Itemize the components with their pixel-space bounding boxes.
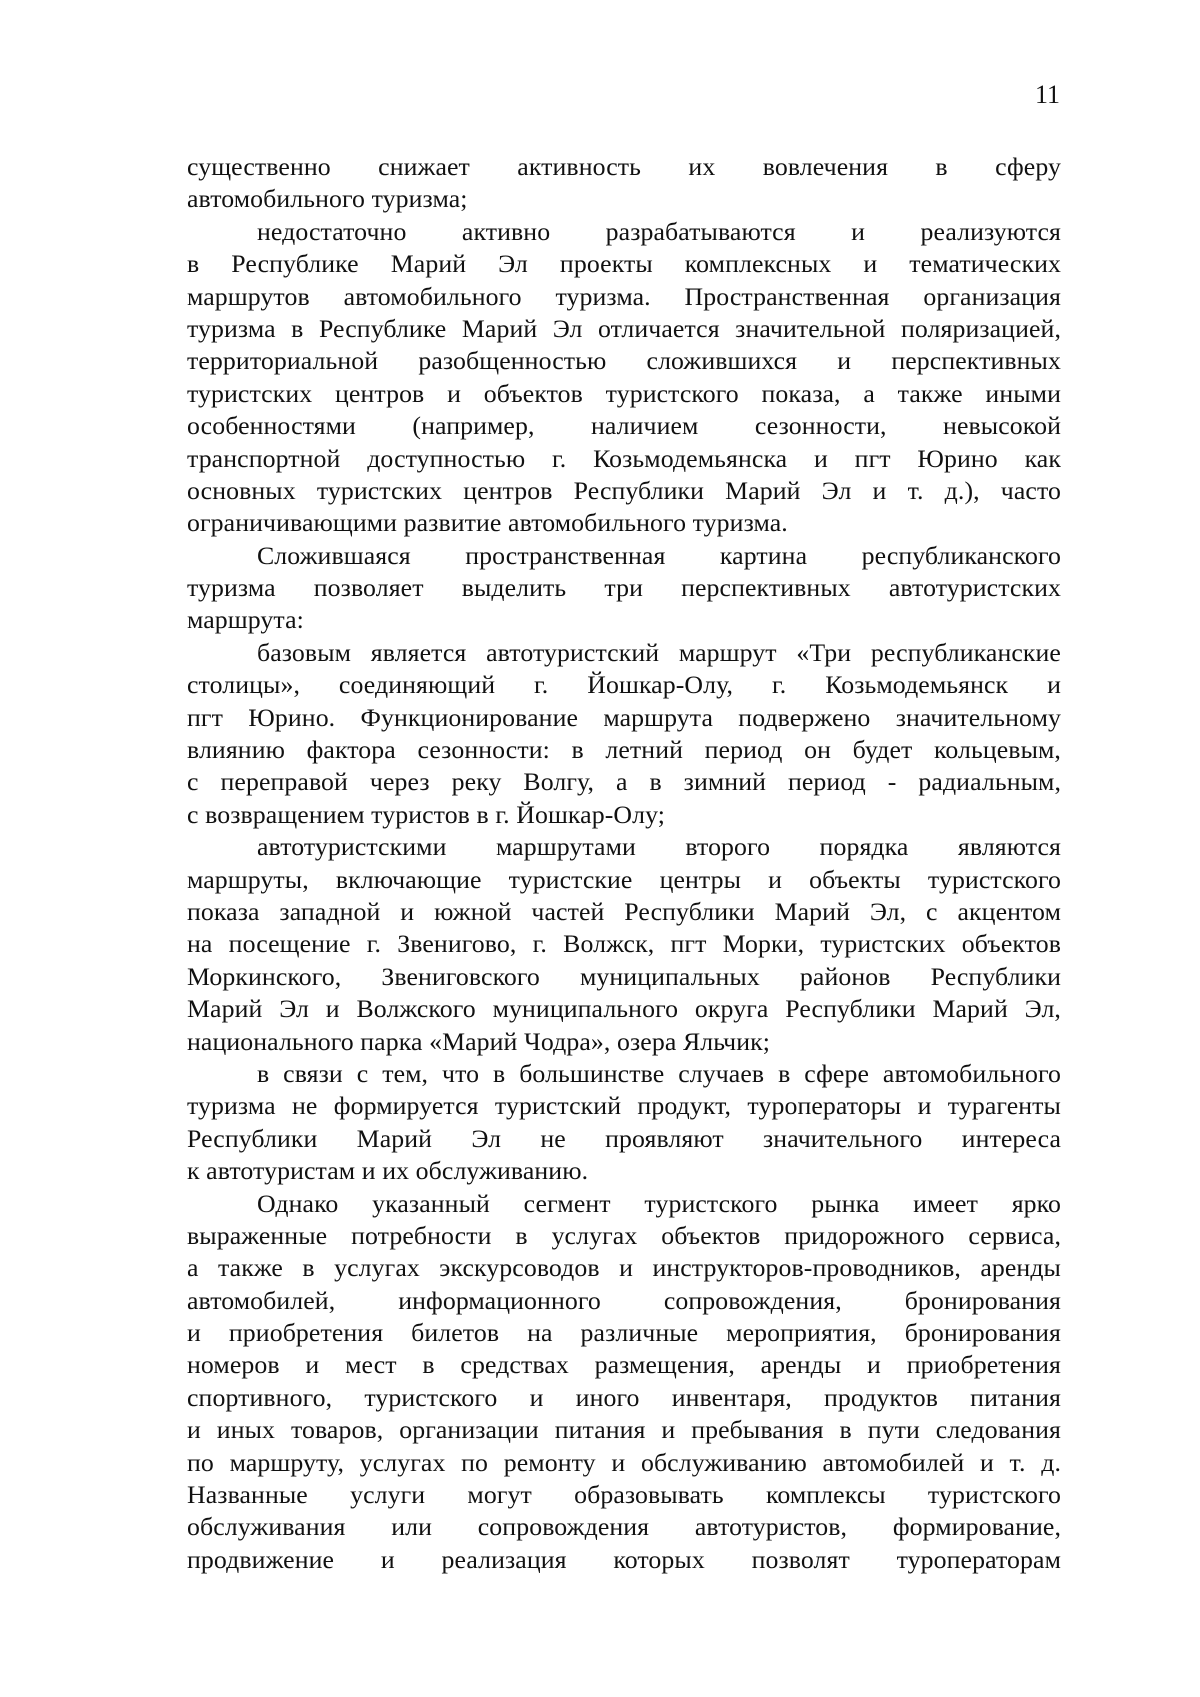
text-line: Республики Марий Эл не проявляют значительного интереса — [187, 1123, 1061, 1153]
text-line: а также в услугах экскурсоводов и инструкторов-проводников, аренды — [187, 1253, 1061, 1283]
text-line: особенностями (например, наличием сезонности, невысокой — [187, 411, 1061, 441]
text-line: транспортной доступностью г. Козьмодемьянска и пгт Юрино как — [187, 443, 1061, 473]
text-line: Моркинского, Звениговского муниципальных районов Республики — [187, 961, 1061, 991]
text-line: туризма не формируется туристский продукт, туроператоры и турагенты — [187, 1091, 1061, 1121]
text-line: спортивного, туристского и иного инвентаря, продуктов питания — [187, 1382, 1061, 1412]
text-line: Марий Эл и Волжского муниципального округа Республики Марий Эл, — [187, 994, 1061, 1024]
text-line: и приобретения билетов на различные мероприятия, бронирования — [187, 1318, 1061, 1348]
body-text — [187, 151, 1061, 1576]
text-line: недостаточно активно разрабатываются и реализуются — [257, 216, 1061, 246]
text-line: существенно снижает активность их вовлечения в сферу — [187, 152, 1061, 181]
text-line: ограничивающими развитие автомобильного туризма. — [187, 508, 788, 538]
text-line: туризма позволяет выделить три перспективных автотуристских — [187, 573, 1061, 603]
text-line: к автотуристам и их обслуживанию. — [187, 1156, 589, 1186]
text-line: автомобилей, информационного сопровождения, бронирования — [187, 1285, 1061, 1315]
text-line: территориальной разобщенностью сложившихся и перспективных — [187, 346, 1061, 376]
text-line: автотуристскими маршрутами второго порядка являются — [257, 832, 1061, 862]
text-line: маршруты, включающие туристские центры и объекты туристского — [187, 864, 1061, 894]
text-line: туризма в Республике Марий Эл отличается значительной поляризацией, — [187, 313, 1061, 343]
text-line: обслуживания или сопровождения автотуристов, формирование, — [187, 1512, 1061, 1542]
text-line: туристских центров и объектов туристского показа, а также иными — [187, 378, 1061, 408]
text-line: базовым является автотуристский маршрут «Три республиканские — [257, 637, 1061, 667]
text-line: в Республике Марий Эл проекты комплексных и тематических — [187, 249, 1061, 279]
text-line: влиянию фактора сезонности: в летний период он будет кольцевым, — [187, 735, 1061, 765]
text-line: Однако указанный сегмент туристского рынка имеет ярко — [257, 1188, 1061, 1218]
text-line: Названные услуги могут образовывать комплексы туристского — [187, 1480, 1061, 1510]
text-line: с переправой через реку Волгу, а в зимний период - радиальным, — [187, 767, 1061, 797]
text-line: автомобильного туризма; — [187, 184, 468, 214]
text-line: продвижение и реализация которых позволят туроператорам — [187, 1544, 1061, 1574]
text-line: на посещение г. Звенигово, г. Волжск, пгт Морки, туристских объектов — [187, 929, 1061, 959]
text-line: Сложившаяся пространственная картина республиканского — [257, 540, 1061, 570]
text-line: в связи с тем, что в большинстве случаев в сфере автомобильного — [257, 1058, 1061, 1088]
text-line: столицы», соединяющий г. Йошкар-Олу, г. Козьмодемьянск и — [187, 670, 1061, 700]
text-line: основных туристских центров Республики Марий Эл и т. д.), часто — [187, 475, 1061, 505]
page-number: 11 — [1034, 80, 1060, 109]
text-line: пгт Юрино. Функционирование маршрута подвержено значительному — [187, 702, 1061, 732]
text-line: показа западной и южной частей Республики Марий Эл, с акцентом — [187, 896, 1061, 926]
text-line: выраженные потребности в услугах объектов придорожного сервиса, — [187, 1220, 1061, 1250]
text-line: маршрута: — [187, 605, 304, 635]
text-line: национального парка «Марий Чодра», озера Яльчик; — [187, 1026, 770, 1056]
text-line: и иных товаров, организации питания и пребывания в пути следования — [187, 1415, 1061, 1445]
text-line: номеров и мест в средствах размещения, аренды и приобретения — [187, 1350, 1061, 1380]
text-line: маршрутов автомобильного туризма. Пространственная организация — [187, 281, 1061, 311]
text-line: по маршруту, услугах по ремонту и обслуживанию автомобилей и т. д. — [187, 1447, 1061, 1477]
text-line: с возвращением туристов в г. Йошкар-Олу; — [187, 799, 666, 829]
